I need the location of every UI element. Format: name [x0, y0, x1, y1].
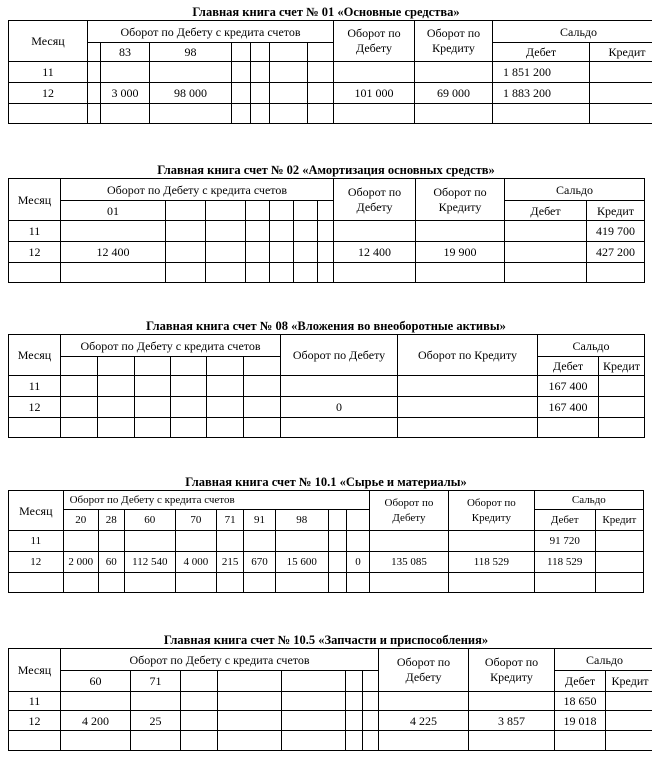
credit-turnover-header: Оборот по Кредиту [415, 21, 493, 62]
cell: 670 [244, 552, 275, 573]
cell: 118 529 [534, 552, 595, 573]
cell: 1 851 200 [493, 62, 590, 83]
cell [369, 531, 448, 552]
debit-turnover-header: Оборот по Дебету [369, 491, 448, 531]
ledger-table [8, 490, 644, 593]
table-row [9, 711, 652, 731]
ledger-table [8, 334, 645, 438]
table-row [9, 242, 645, 263]
ledger-02 [0, 162, 652, 283]
cell [329, 552, 347, 573]
cell: 4 225 [379, 711, 469, 731]
cell: 69 000 [415, 83, 493, 104]
cell [101, 62, 150, 83]
cell: 18 650 [555, 692, 606, 711]
month-cell: 12 [9, 552, 64, 573]
sub-account-header: 01 [61, 201, 166, 221]
ledger-01 [0, 4, 652, 124]
table-row [9, 83, 652, 104]
balance-header: Сальдо [538, 335, 645, 357]
balance-credit-header: Кредит [590, 43, 652, 62]
ledger-10-1 [0, 474, 652, 593]
month-cell: 12 [9, 242, 61, 263]
table-row [9, 376, 645, 397]
credit-turnover-header: Оборот по Кредиту [469, 649, 555, 692]
balance-header: Сальдо [505, 179, 645, 201]
month-header: Месяц [9, 649, 61, 692]
cell [590, 83, 652, 104]
cell [398, 376, 538, 397]
cell: 167 400 [538, 397, 599, 418]
sub-account-header: 28 [98, 510, 124, 531]
cell [449, 531, 535, 552]
table-row [9, 731, 652, 751]
cell [415, 62, 493, 83]
sub-cell [232, 43, 251, 62]
cell [590, 62, 652, 83]
balance-credit-header: Кредит [599, 357, 645, 376]
sub-account-header: 98 [275, 510, 329, 531]
month-cell: 11 [9, 692, 61, 711]
balance-debit-header: Дебет [534, 510, 595, 531]
cell [599, 397, 645, 418]
sub-account-header: 91 [244, 510, 275, 531]
cell [595, 531, 643, 552]
month-cell: 12 [9, 397, 61, 418]
credit-turnover-header: Оборот по Кредиту [449, 491, 535, 531]
balance-header: Сальдо [555, 649, 652, 671]
cell [150, 62, 232, 83]
month-header: Месяц [9, 179, 61, 221]
ledger-title: Главная книга счет № 02 «Амортизация основных средств» [157, 163, 495, 177]
month-cell: 11 [9, 62, 88, 83]
cell [469, 692, 555, 711]
cell [398, 397, 538, 418]
cell [334, 62, 415, 83]
cell: 4 000 [175, 552, 216, 573]
cell: 167 400 [538, 376, 599, 397]
cell: 25 [131, 711, 181, 731]
credit-turnover-header: Оборот по Кредиту [398, 335, 538, 376]
sub-account-header: 60 [61, 671, 131, 692]
month-header: Месяц [9, 491, 64, 531]
cell: 1 883 200 [493, 83, 590, 104]
table-row [9, 418, 645, 438]
debit-turnover-header: Оборот по Дебету [379, 649, 469, 692]
month-cell: 12 [9, 83, 88, 104]
credit-turnover-header: Оборот по Кредиту [416, 179, 505, 221]
cell [505, 242, 587, 263]
cell: 98 000 [150, 83, 232, 104]
cell [606, 692, 652, 711]
cell: 4 200 [61, 711, 131, 731]
debit-turnover-header: Оборот по Дебету [334, 21, 415, 62]
balance-debit-header: Дебет [538, 357, 599, 376]
cell [334, 221, 416, 242]
table-row [9, 221, 645, 242]
cell [606, 711, 652, 731]
debit-turnover-from-header: Оборот по Дебету с кредита счетов [61, 335, 281, 357]
debit-turnover-header: Оборот по Дебету [334, 179, 416, 221]
cell [416, 221, 505, 242]
cell: 91 720 [534, 531, 595, 552]
month-header: Месяц [9, 21, 88, 62]
sub-account-header: 71 [216, 510, 244, 531]
ledger-title: Главная книга счет № 10.5 «Запчасти и приспособления» [163, 633, 489, 647]
cell: 0 [281, 397, 398, 418]
cell [379, 692, 469, 711]
cell: 427 200 [587, 242, 645, 263]
cell: 3 000 [101, 83, 150, 104]
cell: 19 018 [555, 711, 606, 731]
sub-account-header: 60 [124, 510, 175, 531]
table-row [9, 573, 644, 593]
cell: 2 000 [63, 552, 98, 573]
month-cell: 11 [9, 376, 61, 397]
sub-account-header: 98 [150, 43, 232, 62]
balance-header: Сальдо [493, 21, 652, 43]
ledger-table [8, 648, 652, 751]
sub-account-header: 20 [63, 510, 98, 531]
sub-cell [251, 43, 270, 62]
cell [505, 221, 587, 242]
ledger-title: Главная книга счет № 01 «Основные средства» [192, 5, 460, 19]
month-cell: 11 [9, 531, 64, 552]
balance-debit-header: Дебет [493, 43, 590, 62]
balance-header: Сальдо [534, 491, 643, 510]
balance-debit-header: Дебет [555, 671, 606, 692]
table-row [9, 62, 652, 83]
cell [599, 376, 645, 397]
sub-cell [88, 43, 101, 62]
cell [61, 692, 131, 711]
cell: 60 [98, 552, 124, 573]
sub-cell [308, 43, 334, 62]
cell: 19 900 [416, 242, 505, 263]
sub-account-header: 83 [101, 43, 150, 62]
month-cell: 11 [9, 221, 61, 242]
cell: 112 540 [124, 552, 175, 573]
cell: 101 000 [334, 83, 415, 104]
cell: 118 529 [449, 552, 535, 573]
ledger-10-5 [0, 632, 652, 751]
cell [131, 692, 181, 711]
cell: 419 700 [587, 221, 645, 242]
sub-account-header: 70 [175, 510, 216, 531]
debit-turnover-from-header: Оборот по Дебету с кредита счетов [88, 21, 334, 43]
debit-turnover-from-header: Оборот по Дебету с кредита счетов [61, 179, 334, 201]
debit-turnover-from-header: Оборот по Дебету с кредита счетов [61, 649, 379, 671]
cell: 0 [347, 552, 370, 573]
cell: 12 400 [334, 242, 416, 263]
month-cell: 12 [9, 711, 61, 731]
sub-cell [270, 43, 308, 62]
sub-account-header: 71 [131, 671, 181, 692]
balance-debit-header: Дебет [505, 201, 587, 221]
cell [61, 221, 166, 242]
balance-credit-header: Кредит [606, 671, 652, 692]
table-row [9, 552, 644, 573]
balance-credit-header: Кредит [595, 510, 643, 531]
ledger-08 [0, 318, 652, 438]
table-row [9, 397, 645, 418]
table-row [9, 104, 652, 124]
cell: 15 600 [275, 552, 329, 573]
cell: 3 857 [469, 711, 555, 731]
cell [281, 376, 398, 397]
cell: 12 400 [61, 242, 166, 263]
balance-credit-header: Кредит [587, 201, 645, 221]
debit-turnover-header: Оборот по Дебету [281, 335, 398, 376]
ledger-table [8, 178, 645, 283]
table-row [9, 263, 645, 283]
cell: 215 [216, 552, 244, 573]
ledger-table [8, 20, 652, 124]
ledger-title: Главная книга счет № 08 «Вложения во внеоборотные активы» [146, 319, 506, 333]
ledger-title: Главная книга счет № 10.1 «Сырье и материалы» [185, 475, 467, 489]
debit-turnover-from-header: Оборот по Дебету с кредита счетов [63, 491, 369, 510]
table-row [9, 692, 652, 711]
month-header: Месяц [9, 335, 61, 376]
cell: 135 085 [369, 552, 448, 573]
table-row [9, 531, 644, 552]
cell [595, 552, 643, 573]
